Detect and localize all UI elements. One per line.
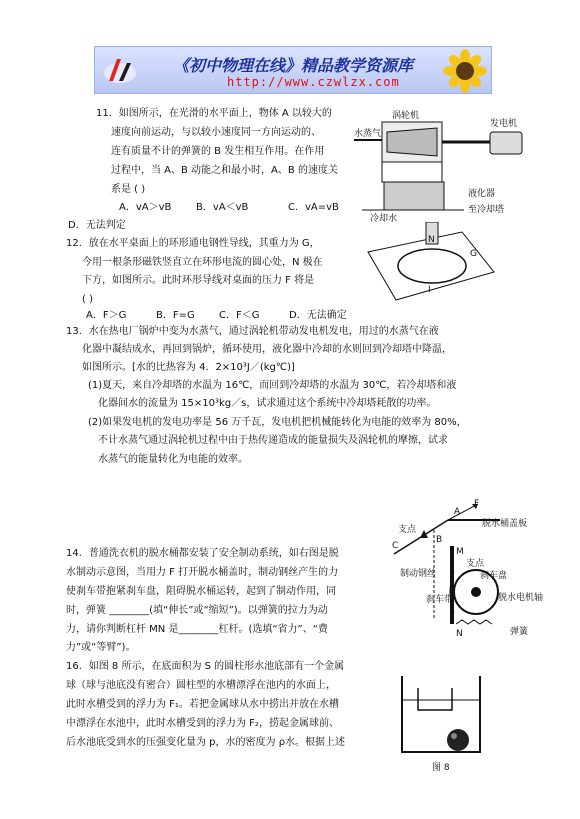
q13-sub2-line-2: 不计水蒸气通过涡轮机过程中由于热传递造成的能量损失及涡轮机的摩擦，试求 (98, 435, 448, 446)
q12-option-a: A．F＞G (86, 310, 127, 321)
label-point-c: C (392, 541, 399, 551)
q13-sub1-line-2: 化器间水的流量为 15×10³kg／s，试求通过这个系统中冷却塔耗散的功率。 (98, 398, 437, 409)
figure-caption: 图 8 (432, 763, 450, 773)
q13-sub2-line-1: (2)如果发电机的发电功率是 56 万千瓦，发电机把机械能转化为电能的效率为 80%， (88, 417, 467, 428)
q11-option-d: D．无法判定 (68, 220, 126, 231)
ball-highlight (451, 733, 457, 739)
q13-line-1: 13．水在热电厂锅炉中变为水蒸气，通过涡轮机带动发电机发电，用过的水蒸气在液 (66, 326, 439, 337)
q16-line-5: 后水池底受到水的压强变化量为 p，水的密度为 ρ水。根据上述 (66, 737, 346, 748)
label-brake-disc: 刹车盘 (480, 571, 508, 581)
label-condenser: 液化器 (468, 189, 496, 199)
turbine-blades (387, 128, 437, 156)
q16-line-3: 此时水槽受到的浮力为 F₁。若把金属球从水中捞出并放在水槽 (66, 699, 339, 710)
label-generator: 发电机 (490, 119, 518, 129)
q16-line-4: 中漂浮在水池中，此时水槽受到的浮力为 F₂，捞起金属球前、 (66, 718, 339, 729)
banner-url: http://www.czwlzx.com (227, 75, 400, 89)
q14-line-3: 使刹车带抱紧刹车盘，阻碍脱水桶运转，起到了制动作用，同 (66, 586, 336, 597)
q12-line-4: ( ) (82, 294, 93, 305)
label-brake-band: 刹车带 (426, 595, 454, 605)
label-current: I (428, 285, 431, 295)
q11-line-1: 11．如图所示，在光滑的水平面上，物体 A 以较大的 (96, 108, 332, 119)
q14-line-4: 时，弹簧 ________(填“伸长”或“缩短”)。以弹簧的拉力为动 (66, 605, 328, 616)
header-banner (94, 46, 492, 94)
q14-line-2: 水制动示意图，当用力 F 打开脱水桶盖时，制动钢丝产生的力 (66, 567, 339, 578)
q11-line-4: 过程中，当 A、B 动能之和最小时，A、B 的速度关 (111, 165, 338, 176)
q12-line-1: 12．放在水平桌面上的环形通电钢性导线，其重力为 G， (66, 238, 320, 249)
label-fulcrum-1: 支点 (398, 525, 417, 535)
spring (456, 620, 492, 624)
figure-turbine-system (352, 110, 534, 222)
q14-line-6: 力”或“等臂”)。 (66, 642, 136, 653)
banner-title: 《初中物理在线》精品教学资源库 (173, 56, 414, 75)
q13-line-2: 化器中凝结成水，再回到锅炉，循环使用，液化器中冷却的水则回到冷却塔中降温， (82, 344, 452, 355)
label-gravity: G (470, 249, 477, 259)
q12-line-3: 下方，如图所示。此时环形导线对桌面的压力 F 将是 (82, 275, 315, 286)
q12-option-d: D．无法确定 (289, 310, 347, 321)
label-point-m: M (456, 547, 464, 557)
label-turbine: 涡轮机 (392, 111, 420, 121)
q13-sub2-line-3: 水蒸气的能量转化为电能的效率。 (98, 454, 248, 465)
condenser (384, 182, 444, 210)
q11-option-c: C．vA=vB (288, 202, 339, 213)
q13-sub1-line-1: (1)夏天，来自冷却塔的水温为 16℃，而回到冷却塔的水温为 30℃，若冷却塔和液 (88, 380, 457, 391)
q14-line-5: 力，请你判断杠杆 MN 是________杠杆。(选填“省力”、“费 (66, 624, 328, 635)
q11-line-3: 连有质量不计的弹簧的 B 发生相互作用。在作用 (111, 146, 325, 157)
label-lid-board: 脱水桶盖板 (482, 519, 528, 529)
label-motor-shaft: 脱水电机轴 (498, 593, 544, 603)
label-to-tower: 至冷却塔 (468, 205, 505, 215)
q14-line-1: 14．普通洗衣机的脱水桶都安装了安全制动系统，如右图是脱 (66, 548, 339, 559)
q11-option-a: A．vA＞vB (119, 202, 172, 213)
q11-line-5: 系是 ( ) (111, 184, 146, 195)
label-steam: 水蒸气 (354, 129, 382, 139)
logo-icon (101, 51, 139, 89)
label-point-n: N (456, 629, 463, 639)
label-fulcrum-2: 支点 (466, 559, 485, 569)
label-point-a: A (454, 507, 461, 517)
motor-shaft (471, 587, 481, 597)
q12-line-2: 今用一根条形磁铁竖直立在环形电流的圆心处，N 极在 (82, 257, 323, 268)
q12-option-c: C．F＜G (219, 310, 260, 321)
figure-ring-magnet (366, 222, 496, 306)
condenser-duct (382, 162, 442, 182)
q11-line-2: 速度向前运动，与以较小速度同一方向运动的、 (111, 127, 321, 138)
label-cooling-water: 冷却水 (370, 214, 398, 222)
label-force-f: F (474, 499, 480, 509)
figure-pool (396, 672, 490, 776)
q12-option-b: B．F=G (156, 310, 195, 321)
generator (490, 132, 522, 154)
sunflower-icon (441, 49, 489, 93)
label-point-b: B (436, 535, 443, 545)
label-spring: 弹簧 (510, 627, 529, 637)
q16-line-1: 16．如图 8 所示，在底面积为 S 的圆柱形水池底部有一个金属 (66, 661, 345, 672)
q11-option-b: B．vA＜vB (196, 202, 249, 213)
q13-line-3: 如图所示。[水的比热容为 4．2×10³J／(kg℃)] (82, 362, 295, 373)
label-n-pole: N (428, 235, 435, 245)
floating-trough (418, 688, 452, 710)
q16-line-2: 球（球与池底没有密合）圆柱型的水槽漂浮在池内的水面上， (66, 680, 336, 691)
label-brake-wire: 制动钢丝 (400, 569, 437, 579)
figure-washer-brake (390, 496, 550, 644)
metal-ball (447, 729, 469, 751)
